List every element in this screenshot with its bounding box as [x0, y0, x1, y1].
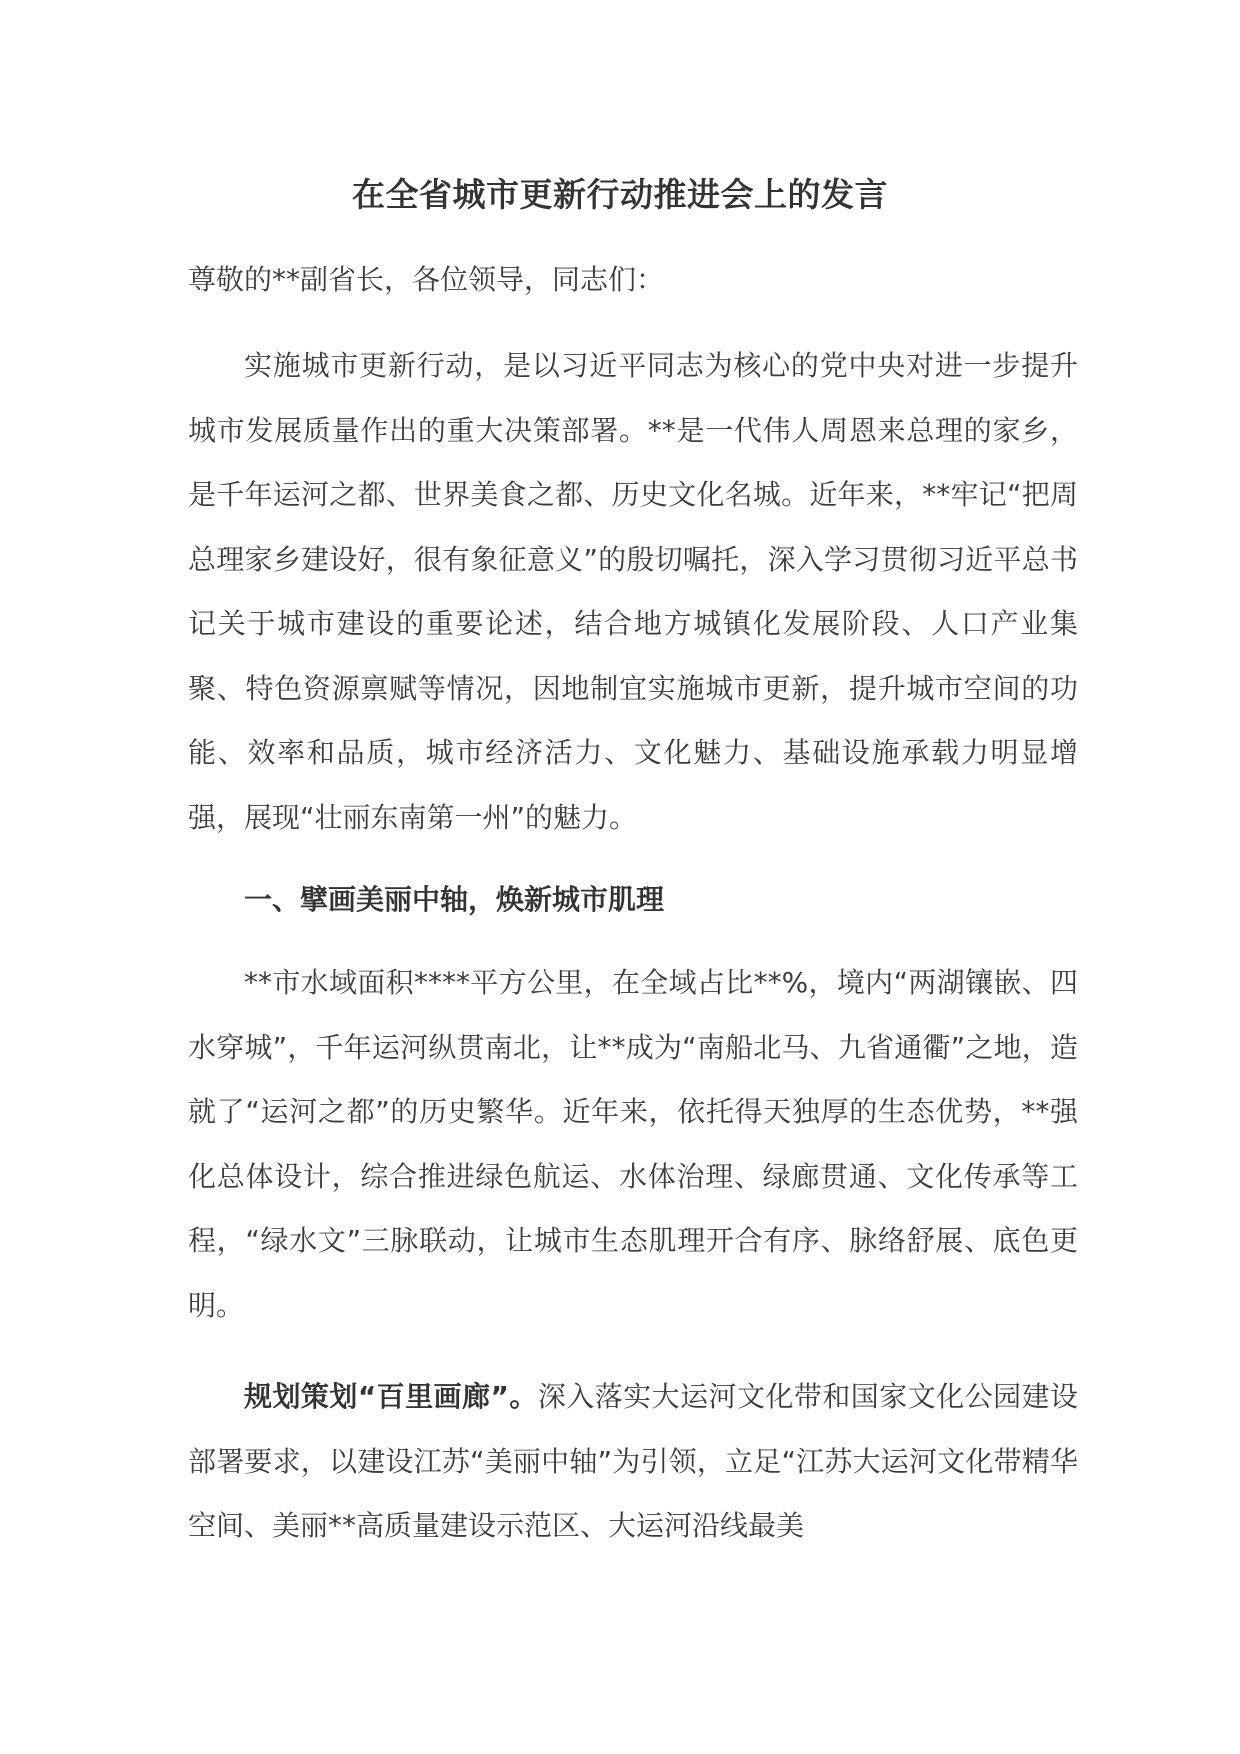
salutation: 尊敬的**副省长，各位领导，同志们： — [188, 263, 665, 296]
section-heading: 一、擘画美丽中轴，焕新城市肌理 — [244, 883, 665, 916]
paragraph-intro: 实施城市更新行动，是以习近平同志为核心的党中央对进一步提升城市发展质量作出的重大决策部署。**是一代伟人周恩来总理的家乡，是千年运河之都、世界美食之都、历史文化名城。近年来，**牢记“把周总理家乡建设好，很有象征意义”的殷切嘱托，深入学习贯彻习近平总书记关于城市建设的重要论述，结合地方城镇化发展阶段、人口产业集聚、特色资源禀赋等情况，因地制宜实施城市更新，提升城市空间的功能、效率和品质，城市经济活力、文化魅力、基础设施承载力明显增强，展现“壮丽东南第一州”的魅力。 — [188, 349, 1078, 834]
document-title: 在全省城市更新行动推进会上的发言 — [352, 175, 888, 214]
paragraph-water-area: **市水域面积****平方公里，在全域占比**%，境内“两湖镶嵌、四水穿城”，千年运河纵贯南北，让**成为“南船北马、九省通衢”之地，造就了“运河之都”的历史繁华。近年来，依托得天独厚的生态优势，**强化总体设计，综合推进绿色航运、水体治理、绿廊贯通、文化传承等工程，“绿水文”三脉联动，让城市生态肌理开合有序、脉络舒展、底色更明。 — [188, 966, 1078, 1322]
paragraph-lead-heading: 规划策划“百里画廊”。 — [244, 1380, 538, 1413]
paragraph-planning-body: 深入落实大运河文化带和国家文化公园建设部署要求，以建设江苏“美丽中轴”为引领，立足“江苏大运河文化带精华空间、美丽**高质量建设示范区、大运河沿线最美 — [188, 1380, 1078, 1542]
paragraph-planning — [188, 1365, 1078, 1559]
